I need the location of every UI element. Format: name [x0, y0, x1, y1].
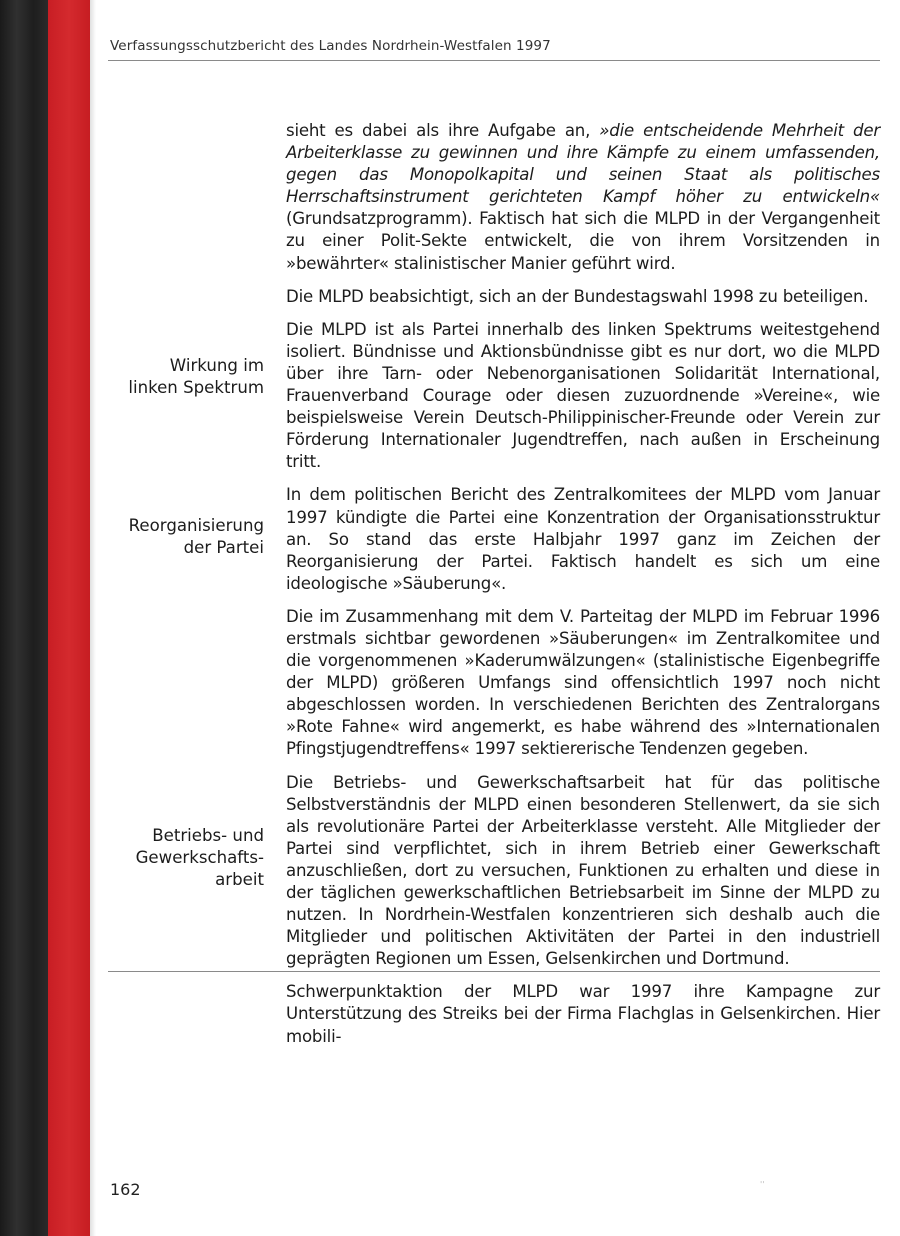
footer-mark: '' [760, 1180, 765, 1189]
header-rule [108, 60, 880, 61]
program-quote: »die entscheidende Mehrheit der Arbeiterklasse zu gewinnen und ihre Kämpfe zu einem umfassenden, gegen das Monopolkapital und seinen Staat als politisches Herrschaftsinstrument gerichteten Kampf höher zu entwickeln« [286, 121, 880, 207]
side-note-reorganisierung: Reorganisierung der Partei [128, 516, 264, 558]
binding-edge-black [0, 0, 48, 1236]
paragraph-6: Die Betriebs- und Gewerkschaftsarbeit hat für das politische Selbstverständnis der MLPD einen besonderen Stellenwert, da sie sich als revolutionäre Partei der Arbeiterklasse versteht. Alle Mitglieder der Partei sind verpflichtet, sich in ihrem Betrieb einer Gewerkschaft anzuschließen, dort zu versuchen, Funktionen zu erhalten und diese in der täglichen gewerkschaftlichen Betriebsarbeit im Sinne der MLPD zu nutzen. In Nordrhein-Westfalen konzentrieren sich deshalb auch die Mitglieder und politischen Aktivitäten der Partei in den industriell geprägten Regionen um Essen, Gelsenkirchen und Dortmund. [286, 772, 880, 969]
paragraph-1-rest: (Grundsatzprogramm). Faktisch hat sich die MLPD in der Vergangenheit zu einer Polit-Sekte entwickelt, die von ihrem Vorsitzenden in »bewährter« stalinistischer Manier geführt wird. [286, 209, 880, 273]
paragraph-4: In dem politischen Bericht des Zentralkomitees der MLPD vom Januar 1997 kündigte die Partei eine Konzentration der Organisationsstruktur an. So stand das erste Halbjahr 1997 ganz im Zeichen der Reorganisierung der Partei. Faktisch handelt es sich um eine ideologische »Säuberung«. [286, 485, 880, 593]
paragraph-7: Schwerpunktaktion der MLPD war 1997 ihre Kampagne zur Unterstützung des Streiks bei der Firma Flachglas in Gelsenkirchen. Hier mobili- [286, 982, 880, 1046]
paragraph-1-intro: sieht es dabei als ihre Aufgabe an, [286, 121, 600, 140]
binding-edge-red [48, 0, 90, 1236]
side-note-betriebsarbeit: Betriebs- und Gewerkschafts- arbeit [135, 826, 264, 890]
paragraph-3: Die MLPD ist als Partei innerhalb des linken Spektrums weitestgehend isoliert. Bündnisse und Aktionsbündnisse gibt es nur dort, wo die MLPD über ihre Tarn- oder Nebenorganisationen Solidarität International, Frauenverband Courage oder diesen zuzuordnende »Vereine«, wie beispielsweise Verein Deutsch-Philippinischer-Freunde oder Verein zur Förderung Internationaler Jugendtreffen, nach außen in Erscheinung tritt. [286, 319, 880, 472]
paragraph-2: Die MLPD beabsichtigt, sich an der Bundestagswahl 1998 zu beteiligen. [286, 286, 869, 306]
paragraph-5: Die im Zusammenhang mit dem V. Parteitag der MLPD im Februar 1996 erstmals sichtbar gewordenen »Säuberungen« im Zentralkomitee und die vorgenommenen »Kaderumwälzungen« (stalinistische Eigenbegriffe der MLPD) größeren Umfangs sind offensichtlich 1997 noch nicht abgeschlossen worden. In verschiedenen Berichten des Zentralorgans »Rote Fahne« wird angemerkt, es habe während des »Internationalen Pfingstjugendtreffens« 1997 sektiererische Tendenzen gegeben. [286, 606, 880, 759]
paragraph-1 [286, 120, 880, 275]
side-note-wirkung: Wirkung im linken Spektrum [128, 356, 264, 398]
page-gutter-shadow [90, 0, 96, 1236]
body-text [286, 120, 880, 1059]
page-number: 162 [110, 1180, 141, 1199]
running-header: Verfassungsschutzbericht des Landes Nordrhein-Westfalen 1997 [110, 38, 551, 54]
footer-rule [108, 971, 880, 972]
